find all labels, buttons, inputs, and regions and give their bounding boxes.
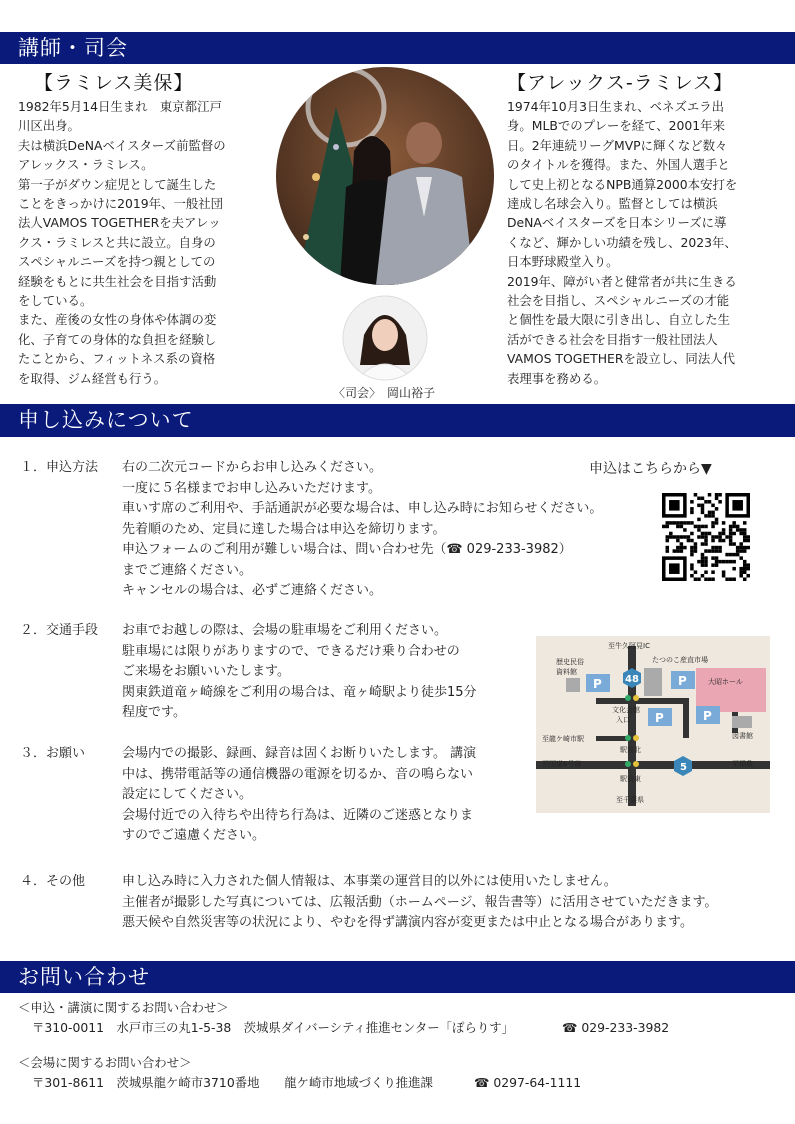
lecturers-title: 講師・司会 <box>18 36 128 60</box>
mc-caption: 〈司会〉 岡山裕子 <box>333 386 436 400</box>
application-title: 申し込みについて <box>18 408 194 432</box>
item-2-label: ２．交通手段 <box>20 623 99 638</box>
bio-line: 経験をもとに共生社会を目指す活動 <box>18 273 217 289</box>
bio-line: くなど、輝かしい功績を残し、2023年、 <box>507 234 737 250</box>
body-line: すのでご遠慮ください。 <box>122 828 266 843</box>
svg-text:至千葉県: 至千葉県 <box>616 796 644 804</box>
svg-text:至稲敷: 至稲敷 <box>732 760 753 768</box>
bio-line: 活ができる社会を目指す一般社団法人 <box>507 331 718 347</box>
bio-line: 達成し名球会入り。監督としては横浜 <box>507 196 718 212</box>
contact-block1-head: ＜申込・講演に関するお問い合わせ＞ <box>18 1000 229 1015</box>
bio-line: 2019年、障がい者と健常者が共に生きる <box>507 273 737 289</box>
contact-block2-head: ＜会場に関するお問い合わせ＞ <box>18 1055 192 1070</box>
bio-line: 法人VAMOS TOGETHERを夫アレッ <box>18 215 221 231</box>
body-line: 先着順のため、定員に達した場合は申込を締切ります。 <box>122 521 446 537</box>
body-line: 車いす席のご利用や、手話通訳が必要な場合は、申し込み時にお知らせください。 <box>122 501 603 516</box>
svg-text:大昭ホール: 大昭ホール <box>708 678 743 686</box>
svg-text:P: P <box>593 677 602 691</box>
svg-text:歴史民俗: 歴史民俗 <box>556 658 584 666</box>
bio-line: 身。MLBでのプレーを経て、2001年来 <box>507 118 725 134</box>
bio-line: 日。2年連続リーグMVPに輝くなど数々 <box>507 137 728 153</box>
item-4-body <box>122 872 792 934</box>
bio-line: 川区出身。 <box>18 118 80 134</box>
venue-map <box>536 636 770 813</box>
contact-block1-tel: ☎ 029-233-3982 <box>562 1020 670 1035</box>
application-band <box>0 404 795 437</box>
svg-text:48: 48 <box>625 674 639 685</box>
bio-line: のタイトルを獲得。また、外国人選手と <box>507 157 730 173</box>
body-line: 右の二次元コードからお申し込みください。 <box>122 460 383 475</box>
bio-line: 日本野球殿堂入り。 <box>507 254 619 270</box>
lecturer-right-bio <box>507 97 787 388</box>
bio-line: 1974年10月3日生まれ、ベネズエラ出 <box>507 99 725 114</box>
svg-text:至牛久阿見IC: 至牛久阿見IC <box>608 642 650 650</box>
lecturers-photo <box>276 67 494 285</box>
lecturer-right-name: 【アレックス‐ラミレス】 <box>507 72 734 94</box>
svg-text:図書館: 図書館 <box>732 732 753 740</box>
body-line: までご連絡ください。 <box>122 562 253 578</box>
body-line: 関東鉄道竜ヶ崎線をご利用の場合は、竜ヶ崎駅より徒歩15分 <box>122 684 477 700</box>
bio-line: 第一子がダウン症児として誕生した <box>18 176 217 192</box>
body-line: 程度です。 <box>122 705 186 720</box>
contact-band <box>0 961 795 993</box>
bio-line: をしている。 <box>18 293 93 309</box>
item-3-label: ３．お願い <box>20 746 86 761</box>
item-1-label: １．申込方法 <box>20 460 99 475</box>
body-line: 会場内での撮影、録画、録音は固くお断りいたします。 講演 <box>122 746 477 761</box>
bio-line: 表理事を務める。 <box>507 370 607 386</box>
qr-code[interactable] <box>662 493 750 581</box>
lecturers-band <box>0 32 795 64</box>
item-2-body <box>122 621 532 724</box>
bio-line: と個性を最大限に引き出し、自立した生 <box>507 312 731 328</box>
contact-title: お問い合わせ <box>18 965 150 989</box>
bio-line: 化、子育ての身体的な負担を経験し <box>18 331 217 347</box>
svg-text:至国道6号線: 至国道6号線 <box>542 760 582 768</box>
body-line: 駐車場には限りがありますので、できるだけ乗り合わせの <box>122 643 460 659</box>
svg-text:P: P <box>678 674 687 688</box>
svg-text:たつのこ産直市場: たつのこ産直市場 <box>652 656 708 664</box>
body-line: 申込フォームのご利用が難しい場合は、問い合わせ先（☎ 029-233-3982） <box>122 542 572 557</box>
bio-line: アレックス・ラミレス。 <box>18 157 154 173</box>
lecturer-left-name: 【ラミレス美保】 <box>34 72 194 94</box>
bio-line: ことをきっかけに2019年、一般社団 <box>18 196 224 212</box>
bio-line: スペシャルニーズを持つ親としての <box>18 254 216 270</box>
bio-line: VAMOS TOGETHERを設立し、同法人代 <box>507 351 735 367</box>
contact-block2-tel: ☎ 0297-64-1111 <box>474 1075 582 1090</box>
qr-label: 申込はこちらから▼ <box>589 461 712 477</box>
svg-text:資料館: 資料館 <box>556 668 577 676</box>
bio-line: 社会を目指し、スペシャルニーズの才能 <box>507 293 730 309</box>
item-4-label: ４．その他 <box>20 874 86 889</box>
bio-line: 1982年5月14日生まれ 東京都江戸 <box>18 99 222 114</box>
body-line: 会場付近での入待ちや出待ち行為は、近隣のご迷惑となりま <box>122 807 474 823</box>
contact-block2-address: 〒301-8611 茨城県龍ケ崎市3710番地 龍ケ崎市地域づくり推進課 <box>32 1075 433 1090</box>
svg-text:入口: 入口 <box>616 716 630 724</box>
item-3-body <box>122 744 532 847</box>
bio-line: 夫は横浜DeNAベイスターズ前監督の <box>18 137 226 153</box>
bio-line: また、産後の女性の身体や体調の変 <box>18 312 217 328</box>
body-line: 悪天候や自然災害等の状況により、やむを得ず講演内容が変更または中止となる場合があります。 <box>122 915 693 930</box>
body-line: キャンセルの場合は、必ずご連絡ください。 <box>122 583 383 598</box>
bio-line: して史上初となるNPB通算2000本安打を <box>507 176 738 192</box>
body-line: 一度に５名様までお申し込みいただけます。 <box>122 480 381 496</box>
item-1-body <box>122 458 662 602</box>
svg-text:至龍ケ崎市駅: 至龍ケ崎市駅 <box>542 735 584 743</box>
svg-text:駅前東: 駅前東 <box>620 775 641 783</box>
body-line: 設定にしてください。 <box>122 787 253 802</box>
svg-text:駅前北: 駅前北 <box>620 746 641 754</box>
lecturer-left-bio <box>18 97 268 388</box>
bio-line: DeNAベイスターズを日本シリーズに導 <box>507 215 727 231</box>
body-line: お車でお越しの際は、会場の駐車場をご利用ください。 <box>122 623 448 638</box>
svg-text:文化会館: 文化会館 <box>612 706 640 714</box>
body-line: 申し込み時に入力された個人情報は、本事業の運営目的以外には使用いたしません。 <box>122 874 617 889</box>
bio-line: クス・ラミレスと共に設立。自身の <box>18 234 216 250</box>
bio-line: を取得、ジム経営も行う。 <box>18 370 167 386</box>
mc-photo <box>342 295 428 381</box>
body-line: 主催者が撮影した写真については、広報活動（ホームページ、報告書等）に活用させていただきます。 <box>122 894 718 910</box>
svg-text:P: P <box>655 711 664 725</box>
bio-line: たことから、フィットネス系の資格 <box>18 351 216 367</box>
svg-text:P: P <box>703 709 712 723</box>
contact-block1-address: 〒310-0011 水戸市三の丸1-5-38 茨城県ダイバーシティ推進センター「ぽらりす」 <box>32 1020 515 1035</box>
svg-text:5: 5 <box>680 762 687 773</box>
body-line: ご来場をお願いいたします。 <box>122 664 290 679</box>
body-line: 中は、携帯電話等の通信機器の電源を切るか、音の鳴らない <box>122 766 474 782</box>
